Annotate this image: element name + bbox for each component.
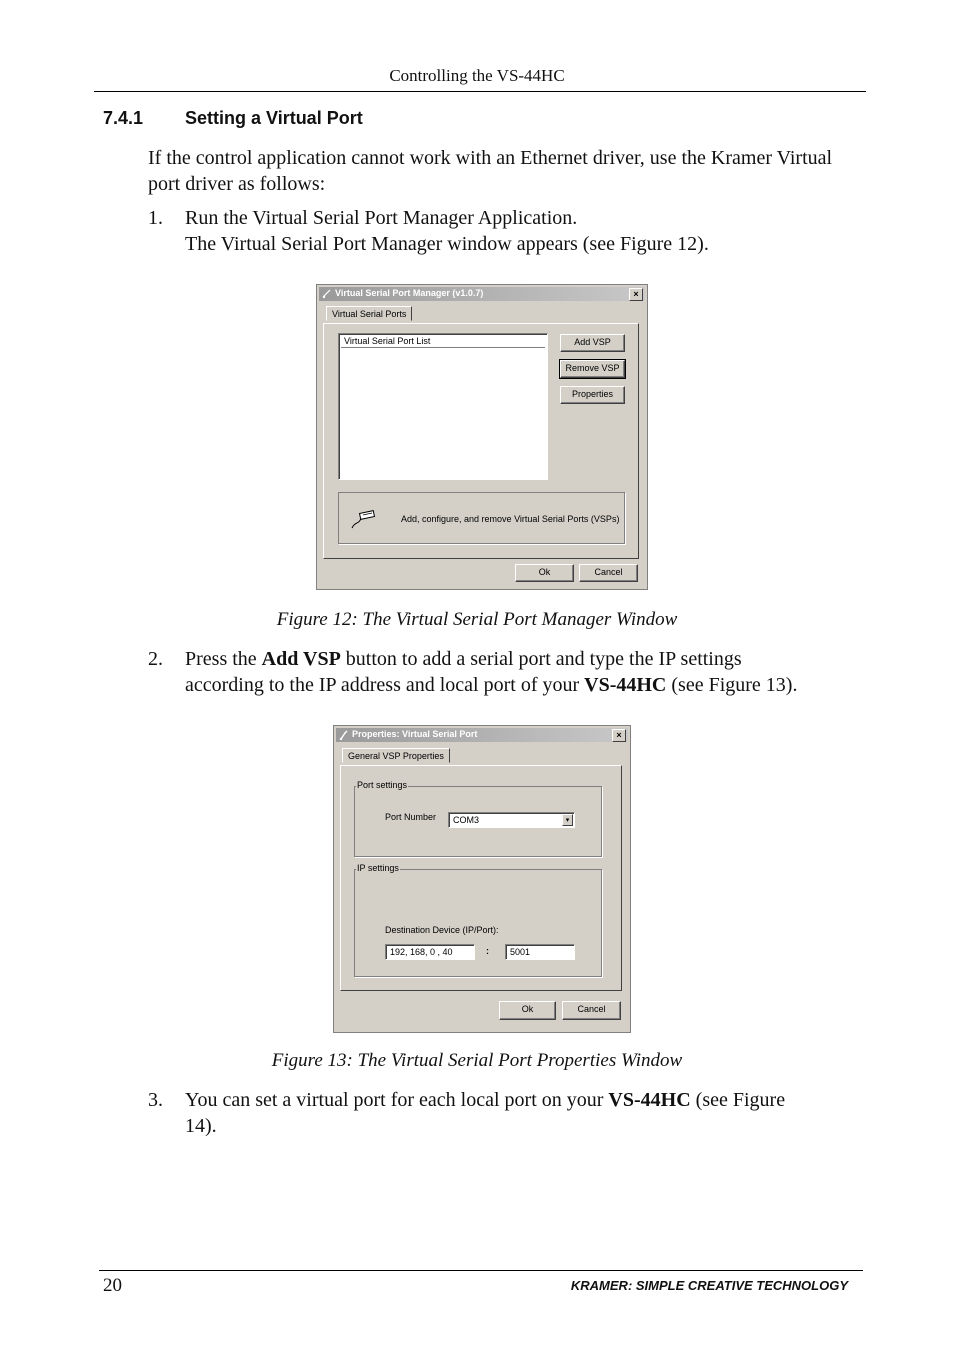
vsp-list[interactable]	[338, 333, 548, 480]
close-icon[interactable]: ×	[629, 288, 643, 301]
app-icon	[322, 289, 332, 299]
step-3-line-1	[185, 1087, 865, 1113]
port-number-label: Port Number	[385, 812, 437, 822]
step-2-pre: Press the	[185, 648, 262, 670]
vsp-manager-title: Virtual Serial Port Manager (v1.0.7)	[335, 288, 484, 298]
figure-13-caption: Figure 13: The Virtual Serial Port Properties Window	[271, 1050, 683, 1071]
ip-port-separator: :	[486, 946, 489, 956]
section-title: Setting a Virtual Port	[185, 108, 363, 128]
page-number: 20	[103, 1275, 122, 1296]
step-2-line2-post: (see Figure 13).	[666, 674, 798, 696]
chevron-down-icon[interactable]: ▾	[562, 814, 573, 826]
running-header: Controlling the VS-44HC	[389, 66, 565, 85]
port-number-select[interactable]	[448, 812, 575, 828]
step-1-line-1: Run the Virtual Serial Port Manager Application.	[185, 207, 578, 229]
add-vsp-bold: Add VSP	[261, 648, 341, 670]
vs44hc-bold: VS-44HC	[584, 674, 667, 696]
vsp-properties-titlebar	[336, 728, 628, 742]
cancel-button[interactable]: Cancel	[562, 1001, 621, 1020]
step-1-line-2: The Virtual Serial Port Manager window appears (see Figure 12).	[185, 233, 709, 255]
add-vsp-button[interactable]: Add VSP	[560, 334, 625, 352]
port-number-value: COM3	[453, 815, 480, 825]
step-2-mid: button to add a serial port and type the IP settings	[340, 648, 742, 670]
footer-brand: KRAMER: SIMPLE CREATIVE TECHNOLOGY	[570, 1278, 848, 1293]
header-rule	[94, 91, 866, 92]
step-2-number: 2.	[148, 648, 163, 670]
step-3-number: 3.	[148, 1089, 163, 1111]
vsp-manager-window	[316, 284, 648, 590]
properties-button[interactable]: Properties	[560, 386, 625, 404]
destination-device-label: Destination Device (IP/Port):	[385, 925, 499, 935]
footer-rule	[99, 1270, 863, 1271]
vsp-properties-window	[333, 725, 631, 1033]
vsp-list-header: Virtual Serial Port List	[341, 336, 545, 348]
properties-app-icon	[339, 730, 349, 740]
vsp-properties-title: Properties: Virtual Serial Port	[352, 729, 478, 739]
tab-virtual-serial-ports[interactable]: Virtual Serial Ports	[326, 306, 412, 321]
step-2-line-1	[185, 646, 865, 672]
step-3-line-2: 14).	[185, 1115, 217, 1137]
step-2-line-2	[185, 672, 865, 698]
remove-vsp-button[interactable]: Remove VSP	[560, 360, 625, 378]
figure-12-caption: Figure 12: The Virtual Serial Port Manager Window	[276, 609, 678, 630]
cancel-button[interactable]: Cancel	[579, 564, 638, 582]
info-box	[338, 492, 625, 544]
ok-button[interactable]: Ok	[515, 564, 574, 582]
step-3-pre: You can set a virtual port for each local port on your	[185, 1089, 609, 1111]
section-number: 7.4.1	[103, 108, 144, 128]
tab-general-vsp-properties[interactable]: General VSP Properties	[342, 748, 450, 763]
step-1-number: 1.	[148, 207, 163, 229]
intro-paragraph: If the control application cannot work with an Ethernet driver, use the Kramer Virtual port driver as follows:	[148, 147, 833, 195]
ip-address-field[interactable]: 192, 168, 0 , 40	[385, 944, 475, 960]
step-3-post: (see Figure	[690, 1089, 786, 1111]
step-2-line2-pre: according to the IP address and local port of your	[185, 674, 585, 696]
ip-settings-label: IP settings	[357, 863, 399, 873]
vsp-manager-titlebar	[319, 287, 645, 301]
info-text: Add, configure, and remove Virtual Serial Ports (VSPs)	[401, 514, 620, 524]
port-settings-label: Port settings	[357, 780, 408, 790]
close-icon[interactable]: ×	[612, 729, 626, 742]
port-field[interactable]: 5001	[505, 944, 575, 960]
vs44hc-bold-2: VS-44HC	[608, 1089, 691, 1111]
ip-settings-group	[354, 869, 602, 977]
ok-button[interactable]: Ok	[499, 1001, 556, 1020]
serial-cable-icon	[349, 509, 377, 531]
